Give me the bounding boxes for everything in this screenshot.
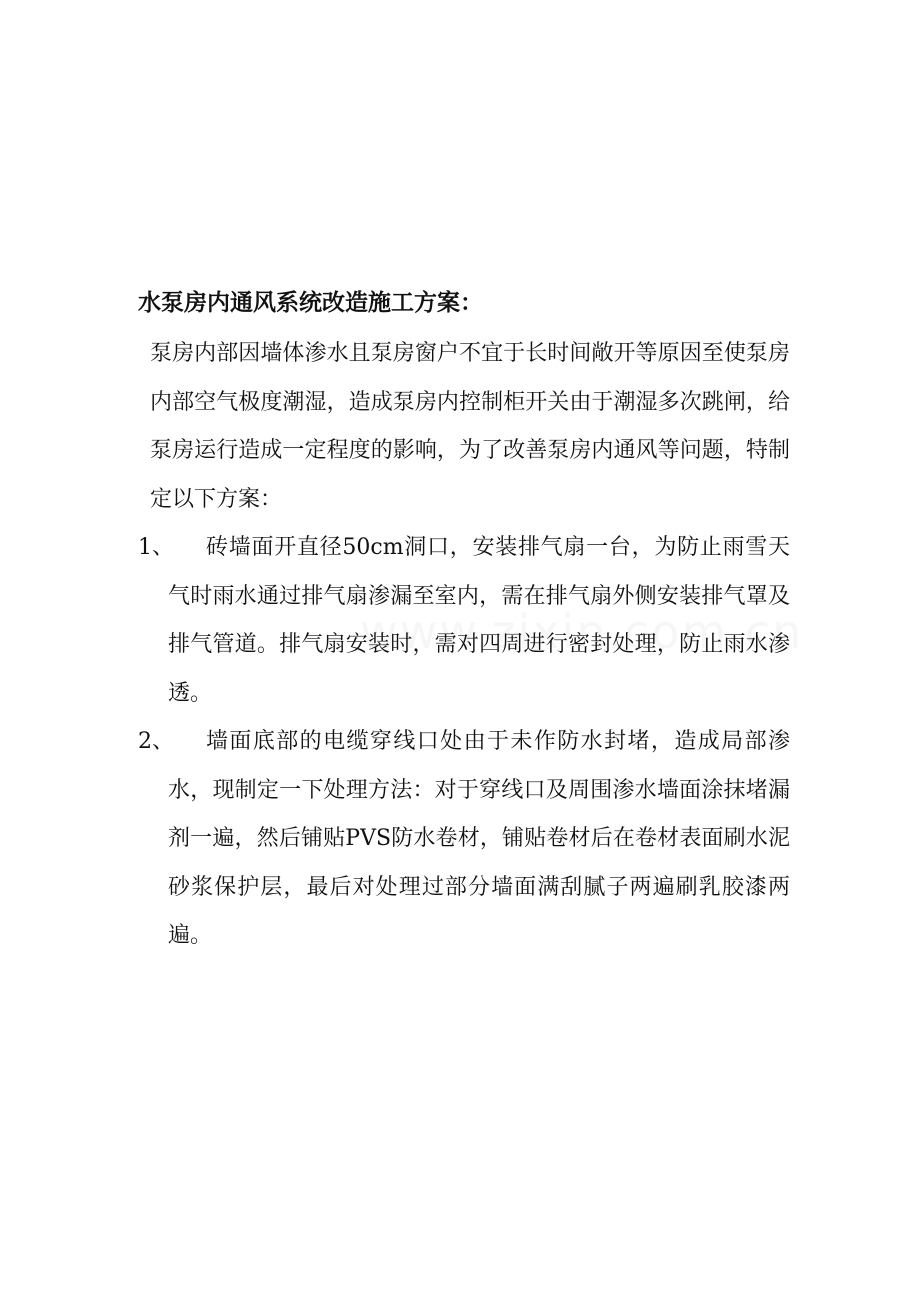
document-title: 水泵房内通风系统改造施工方案： — [138, 289, 483, 316]
list-item-number: 2、 — [138, 729, 174, 754]
list-item-text: 墙面底部的电缆穿线口处由于未作防水封堵，造成局部渗水，现制定一下处理方法：对于穿线口及周围渗水墙面涂抹堵漏剂一遍，然后铺贴PVS防水卷材，铺贴卷材后在卷材表面刷水泥砂浆保护层，最后对处理过部分墙面满刮腻子两遍刷乳胶漆两遍。 — [168, 729, 790, 948]
list-item — [138, 524, 790, 718]
list-item-number: 1、 — [138, 535, 174, 560]
list-item-text: 砖墙面开直径50cm洞口，安装排气扇一台，为防止雨雪天气时雨水通过排气扇渗漏至室内，需在排气扇外侧安装排气罩及排气管道。排气扇安装时，需对四周进行密封处理，防止雨水渗透。 — [168, 535, 790, 706]
intro-paragraph: 泵房内部因墙体渗水且泵房窗户不宜于长时间敞开等原因至使泵房内部空气极度潮湿，造成泵房内控制柜开关由于潮湿多次跳闸，给泵房运行造成一定程度的影响，为了改善泵房内通风等问题，特制定以下方案： — [150, 341, 790, 512]
list-item — [138, 718, 790, 961]
